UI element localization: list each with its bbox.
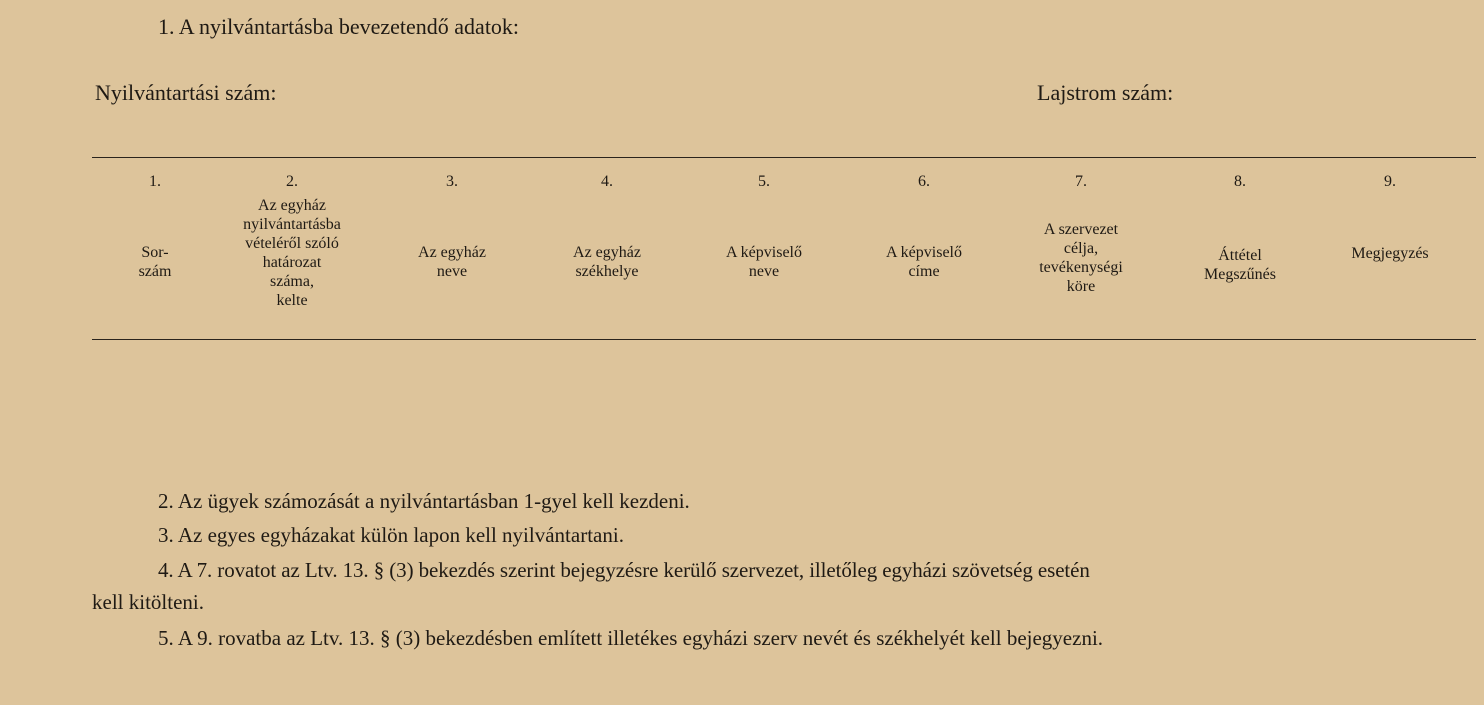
note-5: 5. A 9. rovatba az Ltv. 13. § (3) bekezdésben említett illetékes egyházi szerv nevét és székhelyét kell bejegyezni. <box>158 626 1104 650</box>
column-header: Áttétel Megszűnés <box>1204 247 1276 283</box>
column-4 <box>532 172 682 332</box>
table-top-rule <box>92 157 1476 158</box>
column-number: 3. <box>446 173 458 190</box>
column-number: 6. <box>918 173 930 190</box>
note-3: 3. Az egyes egyházakat külön lapon kell nyilvántartani. <box>158 523 624 547</box>
note-4-continuation: kell kitölteni. <box>92 590 204 614</box>
column-header: Megjegyzés <box>1351 245 1429 262</box>
column-number: 1. <box>149 173 161 190</box>
register-number-label: Lajstrom szám: <box>1037 80 1174 105</box>
column-header: Az egyház nyilvántartásba vételéről szóló határozat száma, kelte <box>243 197 341 309</box>
column-8 <box>1165 172 1315 332</box>
column-1 <box>80 172 230 332</box>
column-number: 7. <box>1075 173 1087 190</box>
column-header: Az egyház neve <box>418 244 486 280</box>
registration-number-label: Nyilvántartási szám: <box>95 80 277 105</box>
column-number: 8. <box>1234 173 1246 190</box>
column-3 <box>377 172 527 332</box>
section-heading: 1. A nyilvántartásba bevezetendő adatok: <box>158 14 520 39</box>
column-header: Sor- szám <box>138 244 172 280</box>
column-9 <box>1315 172 1465 332</box>
column-header: Az egyház székhelye <box>573 244 641 280</box>
note-2: 2. Az ügyek számozását a nyilvántartásban 1-gyel kell kezdeni. <box>158 489 690 513</box>
column-number: 5. <box>758 173 770 190</box>
column-7 <box>1006 172 1156 332</box>
column-header: A képviselő címe <box>886 244 962 280</box>
column-5 <box>689 172 839 332</box>
column-number: 9. <box>1384 173 1396 190</box>
note-4: 4. A 7. rovatot az Ltv. 13. § (3) bekezdés szerint bejegyzésre kerülő szervezet, illetőleg egyházi szövetség esetén <box>158 558 1090 582</box>
column-number: 2. <box>286 173 298 190</box>
column-number: 4. <box>601 173 613 190</box>
column-header: A szervezet célja, tevékenységi köre <box>1039 221 1123 295</box>
column-2 <box>217 172 367 332</box>
table-bottom-rule <box>92 339 1476 340</box>
column-6 <box>849 172 999 332</box>
column-header: A képviselő neve <box>726 244 802 280</box>
